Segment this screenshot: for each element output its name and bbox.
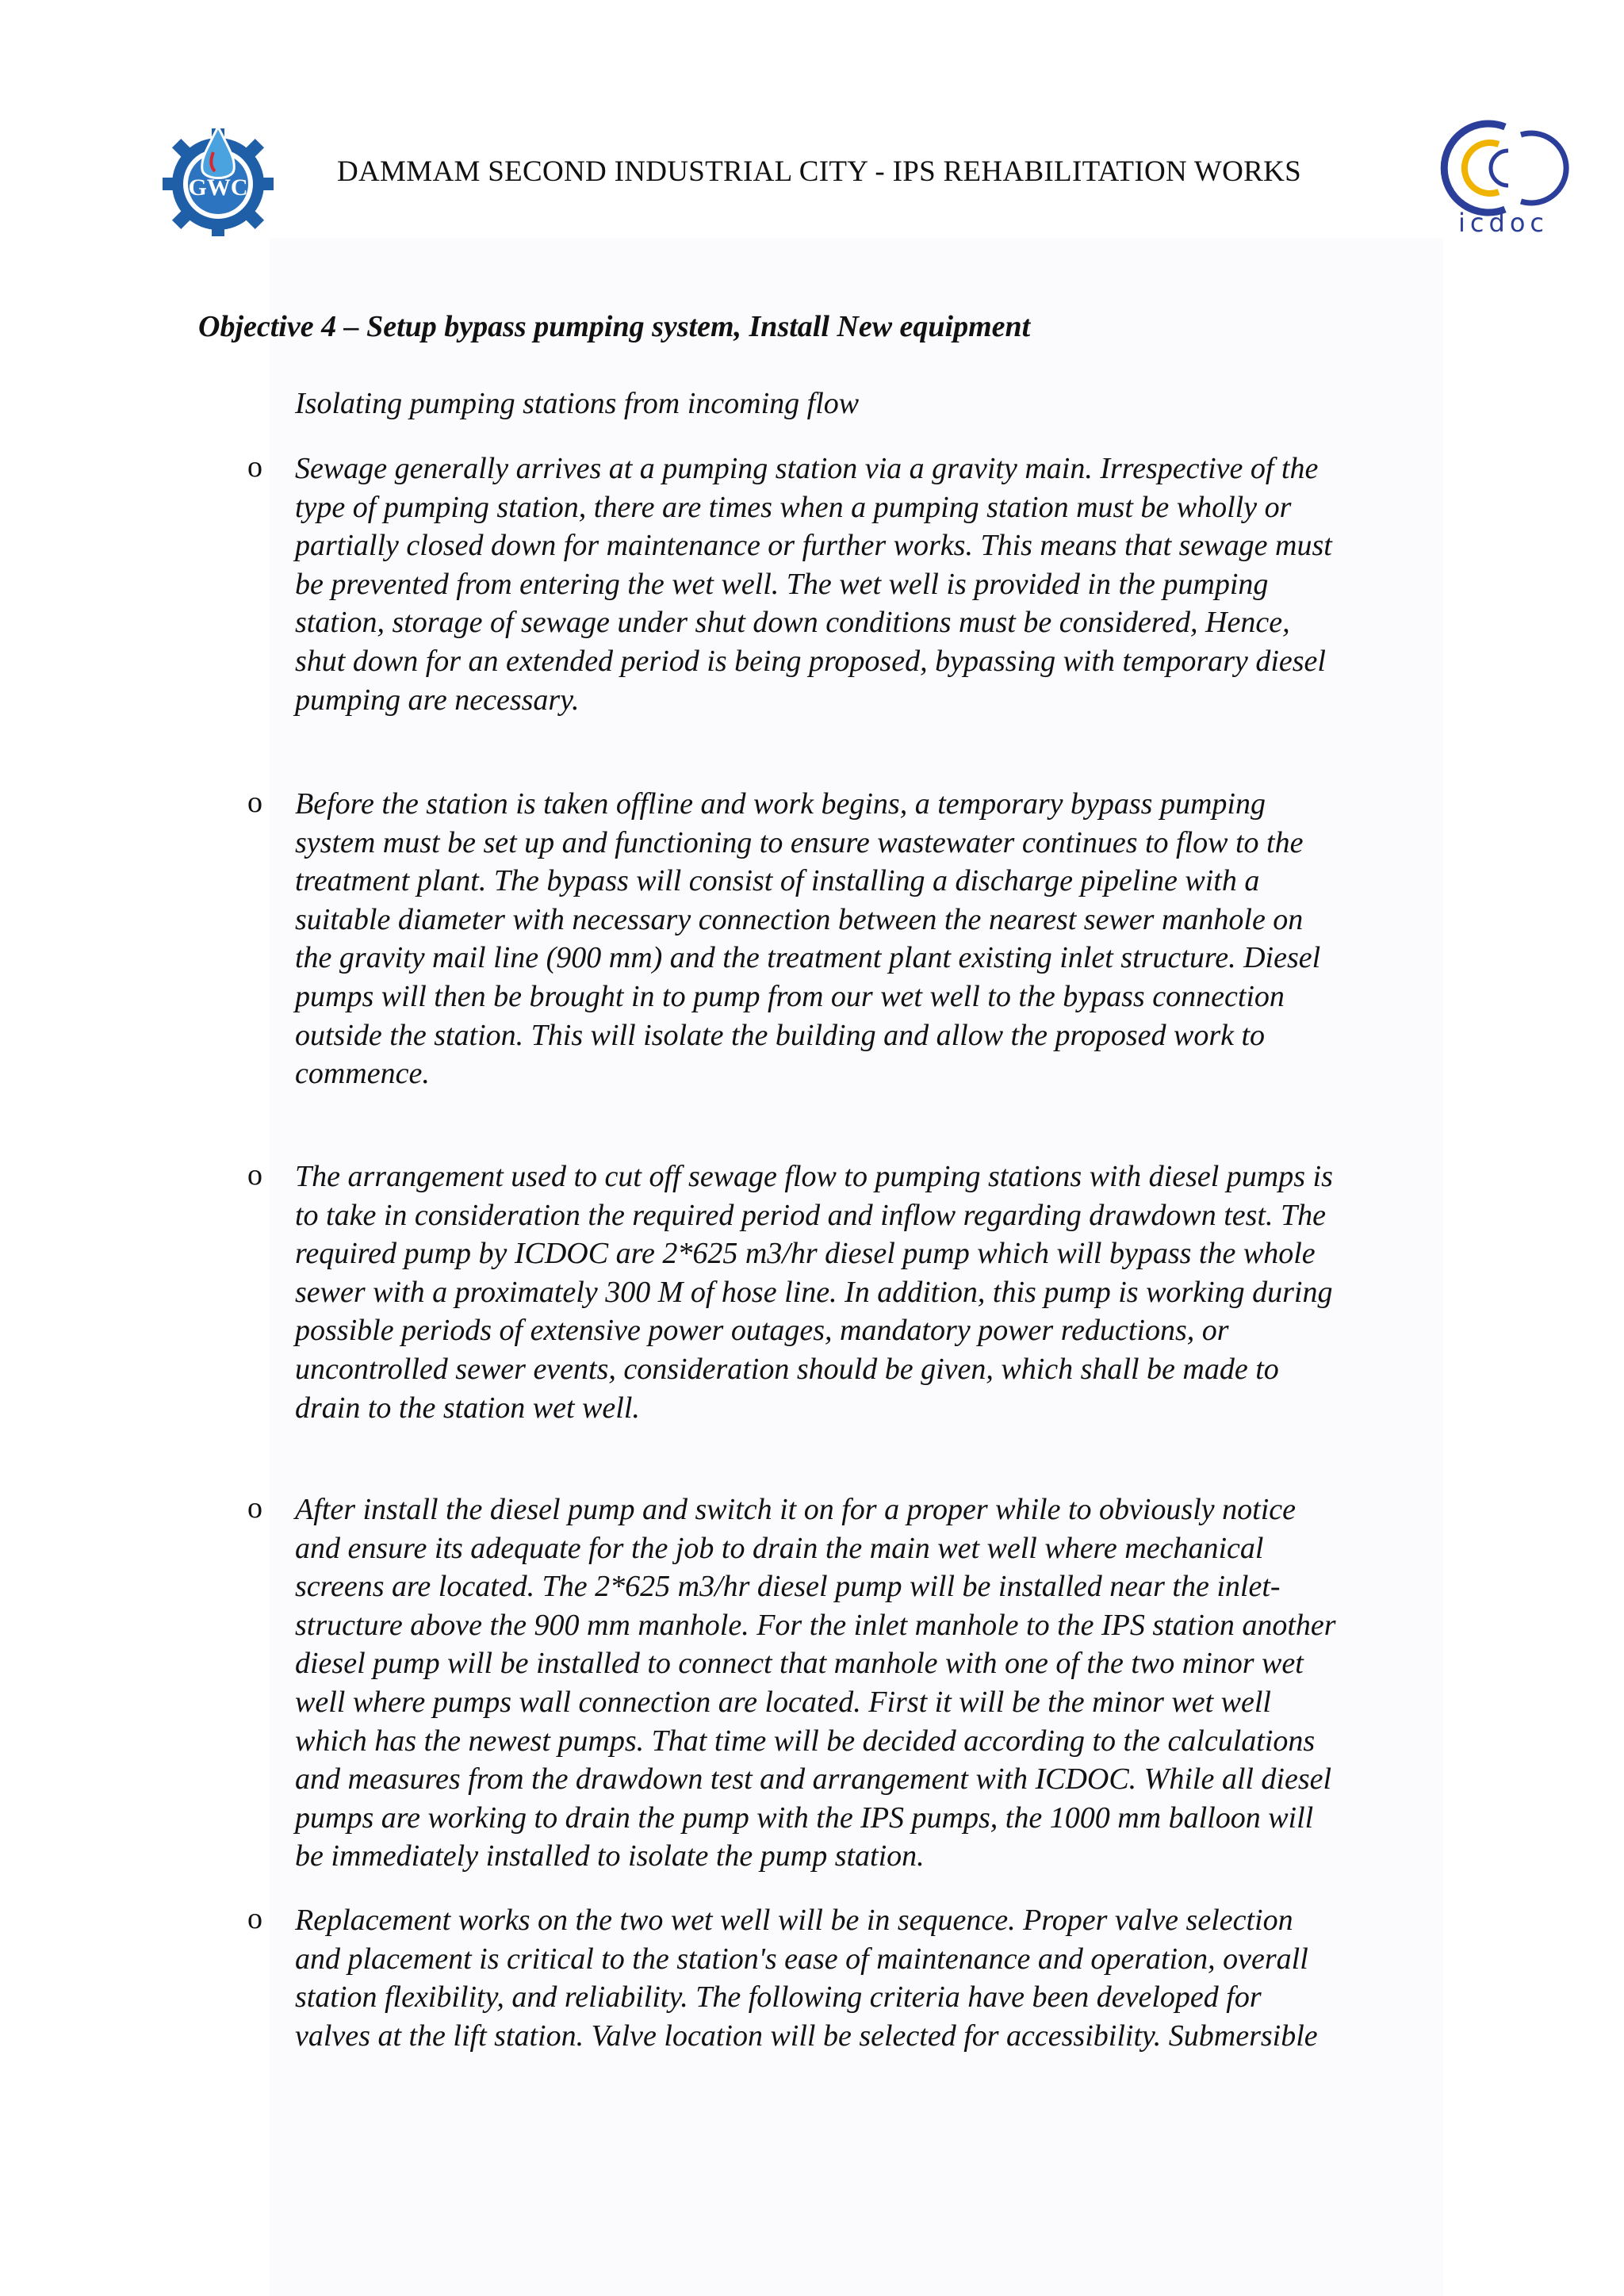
paragraph-line: pumps are working to drain the pump with the IPS pumps, the 1000 mm balloon will bbox=[295, 1800, 1314, 1835]
paragraph-line: be immediately installed to isolate the pump station. bbox=[295, 1839, 925, 1873]
paragraph-line: After install the diesel pump and switch it on for a proper while to obviously notice bbox=[295, 1493, 1296, 1526]
paragraph-line: shut down for an extended period is being proposed, bypassing with temporary diesel bbox=[295, 644, 1326, 678]
paragraph-line: which has the newest pumps. That time will be decided according to the calculations bbox=[295, 1724, 1316, 1758]
paragraph-5 bbox=[295, 1901, 1453, 2055]
paragraph-line: system must be set up and functioning to ensure wastewater continues to flow to the bbox=[295, 825, 1304, 859]
paragraph-line: diesel pump will be installed to connect that manhole with one of the two minor wet bbox=[295, 1647, 1304, 1681]
paragraph-line: Before the station is taken offline and work begins, a temporary bypass pumping bbox=[295, 787, 1266, 821]
paragraph-line: station flexibility, and reliability. The following criteria have been developed for bbox=[295, 1980, 1262, 2015]
gwc-logo bbox=[155, 111, 282, 238]
bullet-marker: o bbox=[247, 450, 262, 484]
paragraph-line: uncontrolled sewer events, consideration should be given, which shall be made to bbox=[295, 1352, 1279, 1386]
paragraph-4 bbox=[295, 1490, 1453, 1876]
paragraph-line: screens are located. The 2*625 m3/hr diesel pump will be installed near the inlet- bbox=[295, 1570, 1281, 1604]
paragraph-line: to take in consideration the required period and inflow regarding drawdown test. The bbox=[295, 1198, 1327, 1232]
paragraph-line: sewer with a proximately 300 M of hose line. In addition, this pump is working during bbox=[295, 1275, 1333, 1309]
header-title: DAMMAM SECOND INDUSTRIAL CITY - IPS REHABILITATION WORKS bbox=[337, 155, 1301, 188]
paragraph-line: Replacement works on the two wet well will be in sequence. Proper valve selection bbox=[295, 1904, 1293, 1937]
paragraph-2 bbox=[295, 785, 1453, 1093]
bullet-marker: o bbox=[247, 1902, 262, 1935]
paragraph-line: and placement is critical to the station's ease of maintenance and operation, overall bbox=[295, 1942, 1308, 1976]
paragraph-line: be prevented from entering the wet well. The wet well is provided in the pumping bbox=[295, 567, 1269, 601]
paragraph-line: partially closed down for maintenance or further works. This means that sewage must bbox=[295, 529, 1332, 563]
gwc-logo-text: GWC bbox=[188, 174, 248, 201]
bullet-marker: o bbox=[247, 786, 262, 819]
bullet-marker: o bbox=[247, 1158, 262, 1192]
paragraph-line: type of pumping station, there are times when a pumping station must be wholly or bbox=[295, 490, 1292, 524]
section-subheading: Isolating pumping stations from incoming flow bbox=[295, 387, 860, 420]
paragraph-line: outside the station. This will isolate the building and allow the proposed work to bbox=[295, 1018, 1266, 1052]
paragraph-line: suitable diameter with necessary connection between the nearest sewer manhole on bbox=[295, 902, 1304, 936]
paragraph-line: well where pumps wall connection are located. First it will be the minor wet well bbox=[295, 1685, 1271, 1719]
paragraph-line: treatment plant. The bypass will consist of installing a discharge pipeline with a bbox=[295, 864, 1260, 898]
bullet-marker: o bbox=[247, 1491, 262, 1525]
paragraph-line: The arrangement used to cut off sewage flow to pumping stations with diesel pumps is bbox=[295, 1160, 1333, 1193]
paragraph-line: pumping are necessary. bbox=[295, 683, 580, 717]
paragraph-line: and measures from the drawdown test and arrangement with ICDOC. While all diesel bbox=[295, 1762, 1332, 1797]
paragraph-line: Sewage generally arrives at a pumping station via a gravity main. Irrespective of the bbox=[295, 452, 1319, 485]
paragraph-line: commence. bbox=[295, 1057, 430, 1091]
paragraph-line: required pump by ICDOC are 2*625 m3/hr diesel pump which will bypass the whole bbox=[295, 1237, 1316, 1271]
paragraph-line: structure above the 900 mm manhole. For the inlet manhole to the IPS station another bbox=[295, 1608, 1336, 1642]
icdoc-logo bbox=[1432, 116, 1575, 236]
icdoc-logo-text: icdoc bbox=[1458, 208, 1549, 236]
objective-heading: Objective 4 – Setup bypass pumping system, Install New equipment bbox=[198, 310, 1031, 343]
paragraph-line: pumps will then be brought in to pump from our wet well to the bypass connection bbox=[295, 979, 1285, 1013]
paragraph-line: drain to the station wet well. bbox=[295, 1391, 640, 1425]
paragraph-line: and ensure its adequate for the job to drain the main wet well where mechanical bbox=[295, 1531, 1264, 1565]
paragraph-1 bbox=[295, 450, 1453, 719]
paragraph-line: the gravity mail line (900 mm) and the treatment plant existing inlet structure. Diesel bbox=[295, 941, 1321, 975]
paragraph-line: possible periods of extensive power outages, mandatory power reductions, or bbox=[295, 1314, 1229, 1348]
paragraph-line: station, storage of sewage under shut down conditions must be considered, Hence, bbox=[295, 606, 1290, 640]
paragraph-3 bbox=[295, 1158, 1453, 1427]
paragraph-line: valves at the lift station. Valve location will be selected for accessibility. Submersible bbox=[295, 2019, 1318, 2053]
